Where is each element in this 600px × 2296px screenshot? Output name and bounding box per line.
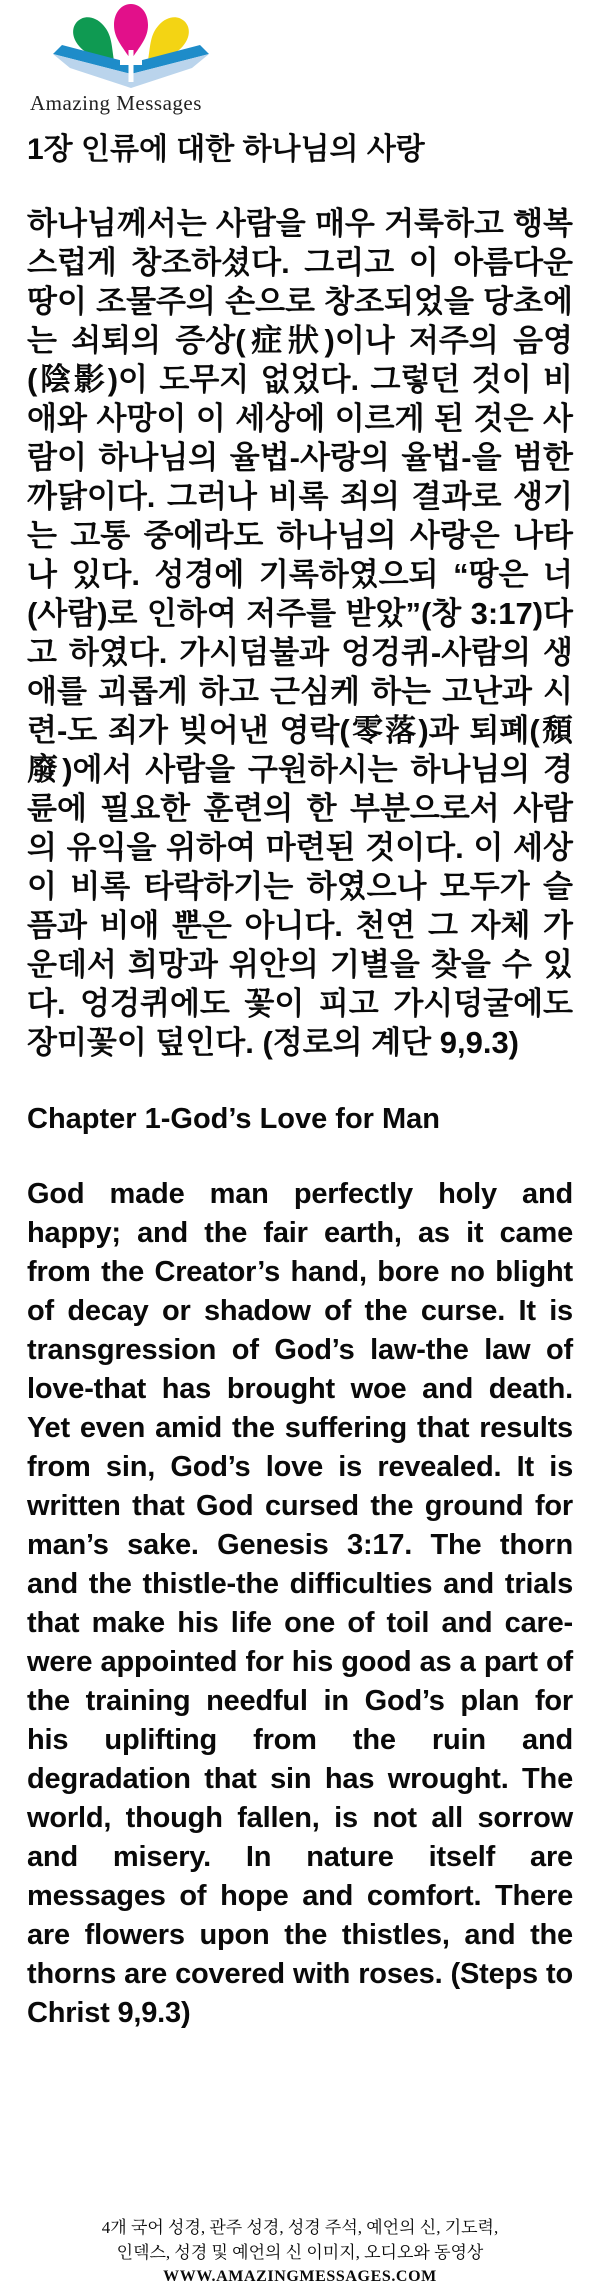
footer-website: WWW.AMAZINGMESSAGES.COM <box>163 2268 437 2285</box>
logo <box>0 0 600 116</box>
logo-text: Amazing Messages <box>30 91 202 115</box>
korean-paragraph: 하나님께서는 사람을 매우 거룩하고 행복스럽게 창조하셨다. 그리고 이 아름다운 땅이 조물주의 손으로 창조되었을 당초에는 쇠퇴의 증상(症狀)이나 저주의 음영(陰影)이 도무지 없었다. 그렇던 것이 비애와 사망이 이 세상에 이르게 된 것은 사람이 하나님의 율법-사랑의 율법-을 범한 까닭이다. 그러나 비록 죄의 결과로 생기는 고통 중에라도 하나님의 사랑은 나타나 있다. 성경에 기록하였으되 “땅은 너(사람)로 인하여 저주를 받았”(창 3:17)다고 하였다. 가시덤불과 엉겅퀴-사람의 생애를 괴롭게 하고 근심케 하는 고난과 시련-도 죄가 빚어낸 영락(零落)과 퇴폐(頹廢)에서 사람을 구원하시는 하나님의 경륜에 필요한 훈련의 한 부분으로서 사람의 유익을 위하여 마련된 것이다. 이 세상이 비록 타락하기는 하였으나 모두가 슬픔과 비애 뿐은 아니다. 천연 그 자체 가운데서 희망과 위안의 기별을 찾을 수 있다. 엉겅퀴에도 꽃이 피고 가시덩굴에도 장미꽃이 덮인다. (정로의 계단 9,9.3) <box>27 206 573 1060</box>
document-body <box>0 130 600 2033</box>
logo-book-icon <box>50 4 213 90</box>
footer <box>0 2215 600 2286</box>
english-paragraph: God made man perfectly holy and happy; and the fair earth, as it came from the Creator’s hand, bore no blight of decay or shadow of the curse. It is transgression of God’s law-the law of love-that has brought woe and death. Yet even amid the suffering that results from sin, God’s love is revealed. It is written that God cursed the ground for man’s sake. Genesis 3:17. The thorn and the thistle-the difficulties and trials that make his life one of toil and care-were appointed for his good as a part of the training needful in God’s plan for his uplifting from the ruin and degradation that sin has wrought. The world, though fallen, is not all sorrow and misery. In nature itself are messages of hope and comfort. There are flowers upon the thistles, and the thorns are covered with roses. (Steps to Christ 9,9.3) <box>27 1178 573 2029</box>
english-chapter-title: Chapter 1-God’s Love for Man <box>27 1103 441 1135</box>
footer-line-2: 인덱스, 성경 및 예언의 신 이미지, 오디오와 동영상 <box>116 2243 484 2262</box>
footer-line-1: 4개 국어 성경, 관주 성경, 성경 주석, 예언의 신, 기도력, <box>101 2218 499 2237</box>
korean-chapter-title: 1장 인류에 대한 하나님의 사랑 <box>27 133 425 166</box>
